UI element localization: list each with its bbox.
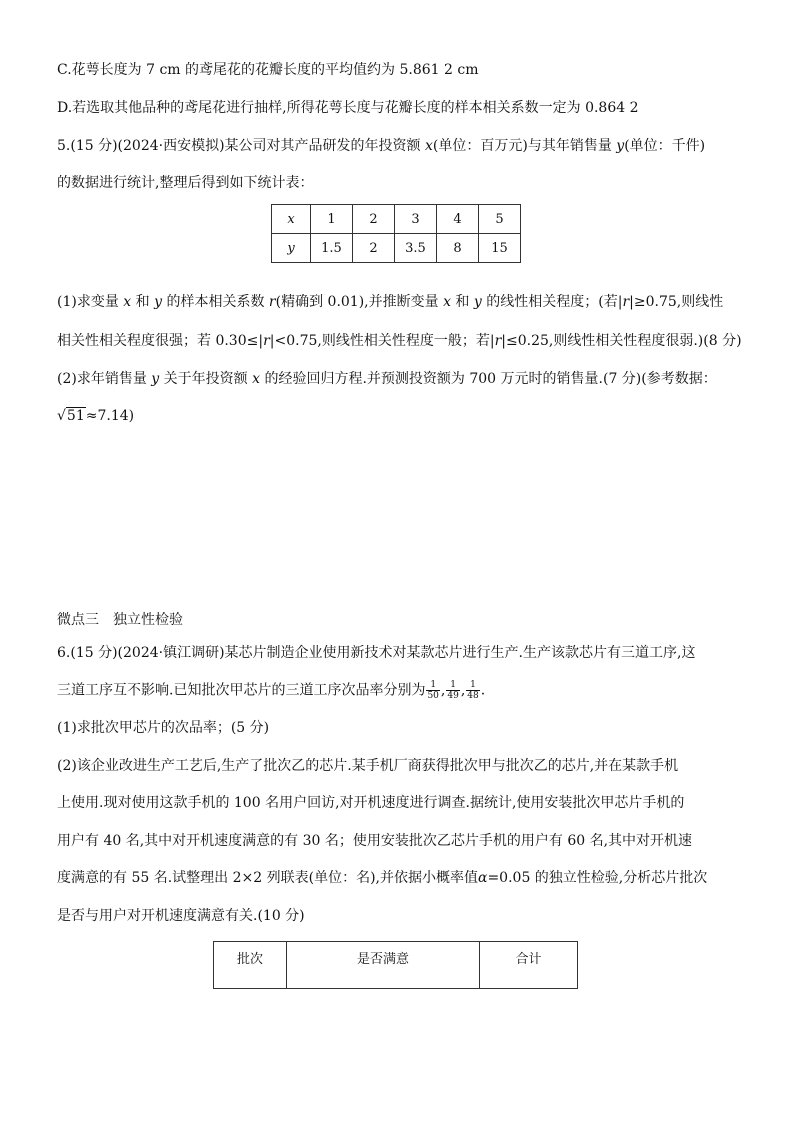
table-header-total: 合计 <box>480 942 578 989</box>
question-5-part1-line1: (1)求变量 x 和 y 的样本相关系数 r(精确到 0.01),并推断变量 x 和 y 的线性相关程度；(若|r|≥0.75,则线性 <box>57 294 724 310</box>
sqrt-51: √51 <box>57 408 85 424</box>
table-cell: 1.5 <box>311 234 353 263</box>
table-header-x: x <box>272 205 311 234</box>
question-6-part2-line1: (2)该企业改进生产工艺后,生产了批次乙的芯片.某手机厂商获得批次甲与批次乙的芯片,并在某款手机 <box>57 758 679 774</box>
question-6-part2-line5: 是否与用户对开机速度满意有关.(10 分) <box>57 908 305 924</box>
question-5-part2-line1: (2)求年销售量 y 关于年投资额 x 的经验回归方程.并预测投资额为 700 万元时的销售量.(7 分)(参考数据： <box>57 371 717 387</box>
table-cell: 1 <box>311 205 353 234</box>
question-5-part1-line2: 相关性相关程度很强；若 0.30≤|r|<0.75,则线性相关性程度一般；若|r|≤0.25,则线性相关性程度很弱.)(8 分) <box>57 333 742 349</box>
table-cell: 2 <box>353 234 395 263</box>
xy-data-table <box>271 204 521 263</box>
question-6-part2-line2: 上使用.现对使用这款手机的 100 名用户回访,对开机速度进行调查.据统计,使用安装批次甲芯片手机的 <box>57 795 685 811</box>
table-row <box>272 205 521 234</box>
table-header-y: y <box>272 234 311 263</box>
question-6-part1: (1)求批次甲芯片的次品率；(5 分) <box>57 720 270 736</box>
question-5-part2-line2: √51≈7.14) <box>57 408 135 424</box>
fraction-1-50: $\frac{1}{50}$ <box>427 680 439 701</box>
table-cell: 3 <box>395 205 437 234</box>
option-d: D.若选取其他品种的鸢尾花进行抽样,所得花萼长度与花瓣长度的样本相关系数一定为 0.864 2 <box>57 100 639 116</box>
question-5-line1: 5.(15 分)(2024·西安模拟)某公司对其产品研发的年投资额 x(单位：百万元)与其年销售量 y(单位：千件) <box>57 138 706 154</box>
contingency-table <box>213 941 578 989</box>
table-row <box>272 234 521 263</box>
table-cell: 8 <box>437 234 479 263</box>
table-row <box>214 942 578 989</box>
section-heading: 微点三 独立性检验 <box>57 612 183 628</box>
question-6-part2-line3: 用户有 40 名,其中对开机速度满意的有 30 名；使用安装批次乙芯片手机的用户有 60 名,其中对开机速 <box>57 833 693 849</box>
table-cell: 3.5 <box>395 234 437 263</box>
question-6-line1: 6.(15 分)(2024·镇江调研)某芯片制造企业使用新技术对某款芯片进行生产.生产该款芯片有三道工序,这 <box>57 645 696 661</box>
table-cell: 4 <box>437 205 479 234</box>
fraction-1-48: $\frac{1}{48}$ <box>467 680 479 701</box>
table-header-satisfied: 是否满意 <box>287 942 480 989</box>
table-cell: 15 <box>479 234 521 263</box>
option-c: C.花萼长度为 7 cm 的鸢尾花的花瓣长度的平均值约为 5.861 2 cm <box>57 62 479 78</box>
table-cell: 5 <box>479 205 521 234</box>
question-6-line2: 三道工序互不影响.已知批次甲芯片的三道工序次品率分别为 $\frac{1}{50}$ , $\frac{1}{49}$ , $\frac{1}{48}$ . <box>57 680 486 701</box>
question-5-line2: 的数据进行统计,整理后得到如下统计表： <box>57 175 314 191</box>
fraction-1-49: $\frac{1}{49}$ <box>447 680 459 701</box>
question-6-part2-line4: 度满意的有 55 名.试整理出 2×2 列联表(单位：名),并依据小概率值α=0.05 的独立性检验,分析芯片批次 <box>57 870 708 886</box>
table-cell: 2 <box>353 205 395 234</box>
table-header-batch: 批次 <box>214 942 287 989</box>
